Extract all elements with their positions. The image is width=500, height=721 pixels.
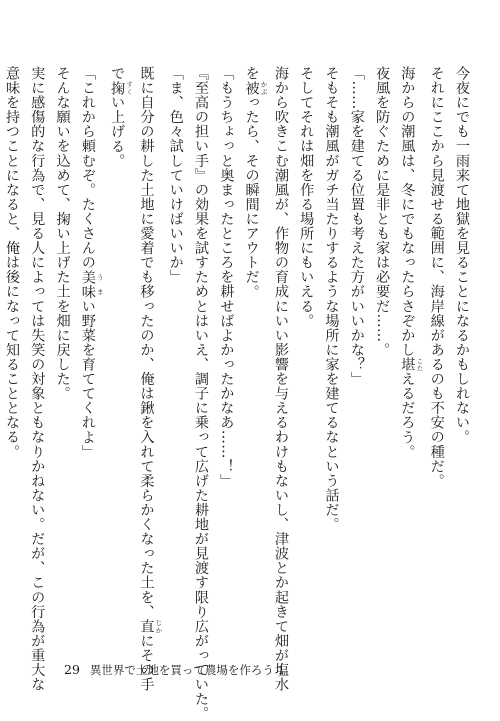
ruby-base: 被 — [243, 80, 260, 96]
text-line — [162, 66, 187, 646]
text-segment: 「ま、色々試していけばいいか」 — [167, 66, 184, 285]
text-segment: そんな願いを込めて、掬い上げた土を畑に戻した。 — [54, 66, 71, 401]
ruby-annotation — [399, 357, 424, 372]
text-line — [133, 66, 163, 692]
text-segment: そもそも潮風がガチ当たりするような場所に家を建てるなという話だ。 — [323, 66, 340, 532]
text-segment: を — [243, 66, 260, 81]
text-line — [423, 66, 448, 646]
ruby-base: 掬 — [109, 80, 126, 96]
text-segment: えるだろう。 — [399, 371, 416, 459]
ruby-annotation — [243, 80, 268, 96]
text-line — [213, 66, 238, 646]
text-segment: 既に自分の耕した土地に愛着でも移ったのか、俺は鍬を入れて柔らかくなった土を、 — [138, 66, 155, 619]
ruby-annotation — [79, 269, 104, 299]
book-title: 異世界で土地を買って農場を作ろう 1 — [89, 663, 285, 677]
text-line — [293, 66, 318, 646]
ruby-base: 美味 — [79, 269, 96, 299]
ruby-annotation — [109, 80, 134, 96]
ruby-reading: すく — [125, 80, 134, 96]
ruby-reading: うま — [95, 269, 104, 299]
text-segment: で — [109, 66, 126, 81]
text-segment: そしてそれは畑を作る場所にもいえる。 — [298, 66, 315, 328]
text-line — [449, 66, 474, 646]
text-segment: 「もうちょっと奥まったところを耕せばよかったかなあ……！」 — [218, 66, 235, 488]
ruby-base: 直 — [138, 618, 155, 634]
text-line — [75, 66, 104, 646]
ruby-reading: こた — [415, 357, 424, 372]
ruby-reading: かぶ — [259, 80, 268, 96]
text-segment: 今夜にでも一雨来て地獄を見ることになるかもしれない。 — [454, 66, 470, 445]
ruby-annotation — [138, 618, 163, 634]
page-footer — [64, 662, 285, 678]
text-segment: い上げる。 — [109, 95, 126, 168]
text-segment: 意味を持つことになると、俺は後になって知ることとなる。 — [3, 66, 20, 459]
text-line — [188, 66, 213, 721]
text-segment: 「……家を建てる位置も考えた方がいいかな？」 — [348, 66, 365, 387]
text-line — [238, 66, 267, 646]
text-segment: にその手 — [138, 633, 155, 692]
text-segment: 「これから頼むぞ。たくさんの — [79, 66, 96, 270]
text-segment: 海から吹きこむ潮風が、作物の育成にいい影響を与えるわけもないし、津波とか起きて畑が塩水 — [272, 66, 289, 692]
text-segment: ったら、その瞬間にアウトだ。 — [243, 95, 260, 299]
text-segment: 夜風を防ぐために是非とも家は必要だ……。 — [374, 66, 391, 357]
text-segment: 『至高の担い手』の効果を試すためとはいえ、調子に乗って広げた耕地が見渡す限り広がっていた。 — [193, 66, 210, 721]
text-line — [104, 66, 133, 646]
text-segment: 実に感傷的な行為で、見る人によっては失笑の対象ともなりかねない。だが、この行為が重大な — [29, 66, 46, 692]
text-segment: い野菜を育ててくれよ」 — [79, 298, 96, 459]
text-line — [0, 66, 24, 646]
text-line — [268, 66, 293, 692]
text-segment: 海からの潮風は、冬にでもなったらさぞかし — [399, 66, 416, 357]
text-line — [49, 66, 74, 646]
text-segment: それにここから見渡せる範囲に、海岸線があるのも不安の種だ。 — [428, 66, 445, 488]
ruby-reading: じか — [154, 618, 163, 634]
text-line — [24, 66, 49, 692]
ruby-base: 堪 — [399, 357, 416, 372]
text-line — [369, 66, 394, 646]
page-number: 29 — [64, 662, 80, 677]
text-line — [318, 66, 343, 646]
text-line — [394, 66, 423, 646]
text-line — [344, 66, 369, 646]
